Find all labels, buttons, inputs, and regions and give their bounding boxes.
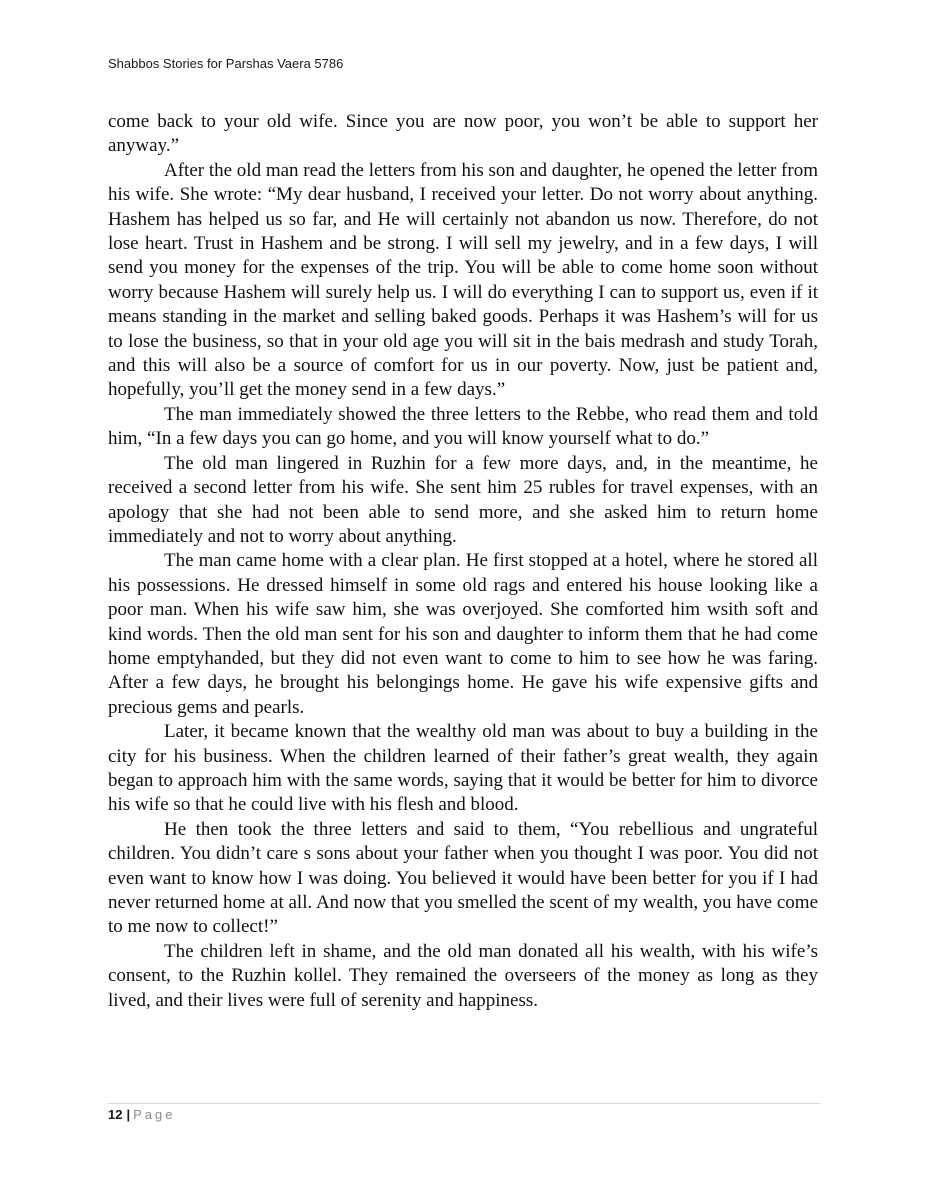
paragraph: He then took the three letters and said to them, “You rebellious and ungrateful children. You didn’t care s sons about your father when you thought I was poor. You did not even want to know how I was doing. You believed it would have been better for you if I had never returned home at all. And now that you smelled the scent of my wealth, you have come to me now to collect!” — [108, 818, 818, 938]
page-footer — [108, 1107, 175, 1122]
paragraph: come back to your old wife. Since you are now poor, you won’t be able to support her anyway.” — [108, 111, 818, 157]
page-number: 12 — [108, 1107, 123, 1122]
paragraph: The man immediately showed the three letters to the Rebbe, who read them and told him, “In a few days you can go home, and you will know yourself what to do.” — [108, 403, 818, 450]
paragraph: After the old man read the letters from his son and daughter, he opened the letter from his wife. She wrote: “My dear husband, I received your letter. Do not worry about anything. Hashem has helped us so far, and He will certainly not abandon us now. Therefore, do not lose heart. Trust in Hashem and be strong. I will sell my jewelry, and in a few days, I will send you money for the expenses of the trip. You will be able to come home soon without worry because Hashem will surely help us. I will do everything I can to support us, even if it means standing in the market and selling baked goods. Perhaps it was Hashem’s will for us to lose the business, so that in your old age you will sit in the bais medrash and study Torah, and this will also be a source of comfort for us in our poverty. Now, just be patient and, hopefully, you’ll get the money send in a few days.” — [108, 159, 818, 401]
footer-separator: | — [126, 1107, 131, 1122]
paragraph: The old man lingered in Ruzhin for a few more days, and, in the meantime, he received a second letter from his wife. She sent him 25 rubles for travel expenses, with an apology that she had not been able to send more, and she asked him to return home immediately and not to worry about anything. — [108, 452, 818, 547]
paragraph: Later, it became known that the wealthy old man was about to buy a building in the city for his business. When the children learned of their father’s great wealth, they again began to approach him with the same words, saying that it would be better for him to divorce his wife so that he could live with his flesh and blood. — [108, 721, 818, 816]
running-header: Shabbos Stories for Parshas Vaera 5786 — [108, 56, 344, 71]
page-label: Page — [133, 1107, 176, 1122]
paragraph: The man came home with a clear plan. He first stopped at a hotel, where he stored all his possessions. He dressed himself in some old rags and entered his house looking like a poor man. When his wife saw him, she was overjoyed. She comforted him wsith soft and kind words. Then the old man sent for his son and daughter to inform them that he had come home emptyhanded, but they did not even want to come to him to see how he was faring. After a few days, he brought his belongings home. He gave his wife expensive gifts and precious gems and pearls. — [108, 550, 818, 718]
paragraph: The children left in shame, and the old man donated all his wealth, with his wife’s consent, to the Ruzhin kollel. They remained the overseers of the money as long as they lived, and their lives were full of serenity and happiness. — [108, 940, 818, 1011]
body-text — [108, 110, 818, 1013]
footer-divider — [108, 1103, 820, 1104]
